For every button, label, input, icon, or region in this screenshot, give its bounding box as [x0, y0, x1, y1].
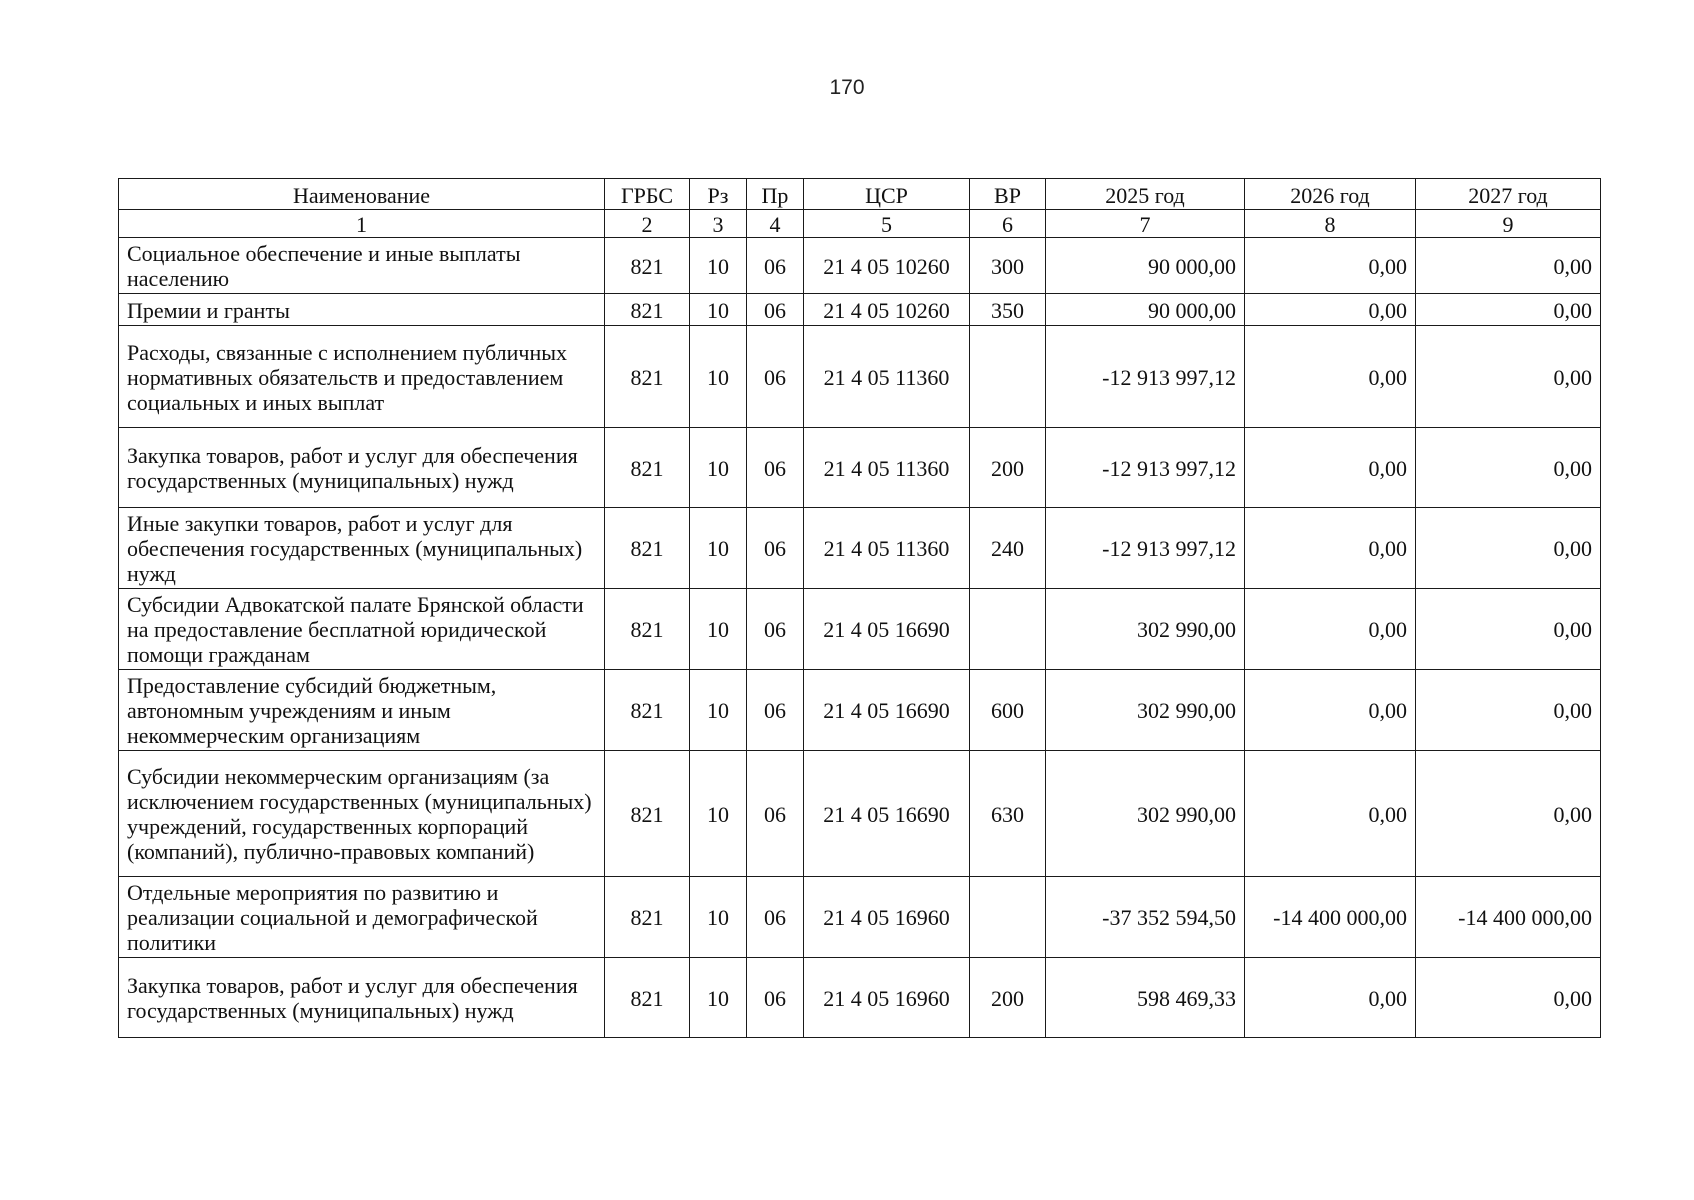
row-amount-2027: 0,00	[1416, 589, 1601, 670]
table-row	[119, 326, 1601, 428]
row-amount-2025: 302 990,00	[1046, 589, 1245, 670]
row-rz: 10	[690, 589, 747, 670]
row-name: Отдельные мероприятия по развитию и реализации социальной и демографической политики	[119, 877, 605, 958]
row-grbs: 821	[605, 238, 690, 294]
row-csr: 21 4 05 16960	[804, 877, 970, 958]
header-rz: Рз	[690, 179, 747, 210]
row-rz: 10	[690, 326, 747, 428]
row-csr: 21 4 05 11360	[804, 326, 970, 428]
row-amount-2025: -12 913 997,12	[1046, 508, 1245, 589]
row-amount-2025: 302 990,00	[1046, 670, 1245, 751]
header-csr: ЦСР	[804, 179, 970, 210]
row-pr: 06	[747, 958, 804, 1038]
header-2027: 2027 год	[1416, 179, 1601, 210]
row-pr: 06	[747, 326, 804, 428]
row-amount-2026: 0,00	[1245, 670, 1416, 751]
row-amount-2025: 598 469,33	[1046, 958, 1245, 1038]
row-amount-2026: 0,00	[1245, 508, 1416, 589]
row-rz: 10	[690, 428, 747, 508]
row-pr: 06	[747, 589, 804, 670]
row-pr: 06	[747, 877, 804, 958]
column-number: 2	[605, 210, 690, 238]
row-vr: 630	[970, 751, 1046, 877]
column-number-row	[119, 210, 1601, 238]
row-name: Социальное обеспечение и иные выплаты населению	[119, 238, 605, 294]
row-rz: 10	[690, 508, 747, 589]
row-grbs: 821	[605, 294, 690, 326]
row-csr: 21 4 05 11360	[804, 508, 970, 589]
row-vr	[970, 877, 1046, 958]
row-amount-2027: 0,00	[1416, 428, 1601, 508]
header-grbs: ГРБС	[605, 179, 690, 210]
row-amount-2026: 0,00	[1245, 428, 1416, 508]
row-rz: 10	[690, 958, 747, 1038]
row-amount-2026: 0,00	[1245, 958, 1416, 1038]
table-row	[119, 238, 1601, 294]
row-csr: 21 4 05 11360	[804, 428, 970, 508]
row-amount-2026: -14 400 000,00	[1245, 877, 1416, 958]
row-amount-2025: -12 913 997,12	[1046, 326, 1245, 428]
table-row	[119, 958, 1601, 1038]
header-row	[119, 179, 1601, 210]
row-amount-2027: 0,00	[1416, 508, 1601, 589]
row-rz: 10	[690, 877, 747, 958]
row-grbs: 821	[605, 428, 690, 508]
row-amount-2026: 0,00	[1245, 238, 1416, 294]
row-name: Субсидии некоммерческим организациям (за исключением государственных (муниципальных) учреждений, государственных корпораций (компаний), публично-правовых компаний)	[119, 751, 605, 877]
row-rz: 10	[690, 238, 747, 294]
table-row	[119, 428, 1601, 508]
column-number: 4	[747, 210, 804, 238]
row-vr: 600	[970, 670, 1046, 751]
row-vr: 200	[970, 428, 1046, 508]
row-amount-2027: 0,00	[1416, 670, 1601, 751]
row-name: Субсидии Адвокатской палате Брянской области на предоставление бесплатной юридической помощи гражданам	[119, 589, 605, 670]
row-pr: 06	[747, 238, 804, 294]
row-grbs: 821	[605, 326, 690, 428]
row-amount-2025: 90 000,00	[1046, 294, 1245, 326]
column-number: 3	[690, 210, 747, 238]
row-vr	[970, 326, 1046, 428]
row-csr: 21 4 05 16960	[804, 958, 970, 1038]
row-name: Расходы, связанные с исполнением публичных нормативных обязательств и предоставлением социальных и иных выплат	[119, 326, 605, 428]
header-vr: ВР	[970, 179, 1046, 210]
row-vr: 300	[970, 238, 1046, 294]
table-row	[119, 751, 1601, 877]
row-name: Иные закупки товаров, работ и услуг для обеспечения государственных (муниципальных) нужд	[119, 508, 605, 589]
column-number: 7	[1046, 210, 1245, 238]
row-name: Премии и гранты	[119, 294, 605, 326]
budget-table	[118, 178, 1601, 1038]
row-amount-2026: 0,00	[1245, 751, 1416, 877]
header-pr: Пр	[747, 179, 804, 210]
row-amount-2025: 302 990,00	[1046, 751, 1245, 877]
table-row	[119, 670, 1601, 751]
row-pr: 06	[747, 751, 804, 877]
row-vr: 200	[970, 958, 1046, 1038]
row-pr: 06	[747, 670, 804, 751]
column-number: 8	[1245, 210, 1416, 238]
column-number: 1	[119, 210, 605, 238]
header-name: Наименование	[119, 179, 605, 210]
row-csr: 21 4 05 16690	[804, 670, 970, 751]
row-rz: 10	[690, 294, 747, 326]
header-2025: 2025 год	[1046, 179, 1245, 210]
row-pr: 06	[747, 428, 804, 508]
table-row	[119, 508, 1601, 589]
row-amount-2027: 0,00	[1416, 751, 1601, 877]
row-grbs: 821	[605, 958, 690, 1038]
row-amount-2026: 0,00	[1245, 294, 1416, 326]
row-amount-2027: -14 400 000,00	[1416, 877, 1601, 958]
row-grbs: 821	[605, 751, 690, 877]
row-vr: 240	[970, 508, 1046, 589]
row-grbs: 821	[605, 877, 690, 958]
row-amount-2026: 0,00	[1245, 326, 1416, 428]
row-pr: 06	[747, 294, 804, 326]
row-amount-2027: 0,00	[1416, 326, 1601, 428]
row-vr	[970, 589, 1046, 670]
row-amount-2025: -12 913 997,12	[1046, 428, 1245, 508]
column-number: 9	[1416, 210, 1601, 238]
row-grbs: 821	[605, 508, 690, 589]
row-amount-2027: 0,00	[1416, 958, 1601, 1038]
row-amount-2027: 0,00	[1416, 294, 1601, 326]
row-name: Закупка товаров, работ и услуг для обеспечения государственных (муниципальных) нужд	[119, 958, 605, 1038]
row-amount-2026: 0,00	[1245, 589, 1416, 670]
table-row	[119, 589, 1601, 670]
table-row	[119, 877, 1601, 958]
row-csr: 21 4 05 16690	[804, 589, 970, 670]
row-name: Закупка товаров, работ и услуг для обеспечения государственных (муниципальных) нужд	[119, 428, 605, 508]
row-grbs: 821	[605, 670, 690, 751]
row-vr: 350	[970, 294, 1046, 326]
column-number: 5	[804, 210, 970, 238]
row-rz: 10	[690, 751, 747, 877]
row-rz: 10	[690, 670, 747, 751]
row-csr: 21 4 05 10260	[804, 238, 970, 294]
column-number: 6	[970, 210, 1046, 238]
row-name: Предоставление субсидий бюджетным, автономным учреждениям и иным некоммерческим организациям	[119, 670, 605, 751]
row-grbs: 821	[605, 589, 690, 670]
table-row	[119, 294, 1601, 326]
row-csr: 21 4 05 16690	[804, 751, 970, 877]
row-amount-2025: 90 000,00	[1046, 238, 1245, 294]
row-amount-2027: 0,00	[1416, 238, 1601, 294]
page-number: 170	[829, 76, 865, 99]
row-csr: 21 4 05 10260	[804, 294, 970, 326]
header-2026: 2026 год	[1245, 179, 1416, 210]
row-pr: 06	[747, 508, 804, 589]
row-amount-2025: -37 352 594,50	[1046, 877, 1245, 958]
